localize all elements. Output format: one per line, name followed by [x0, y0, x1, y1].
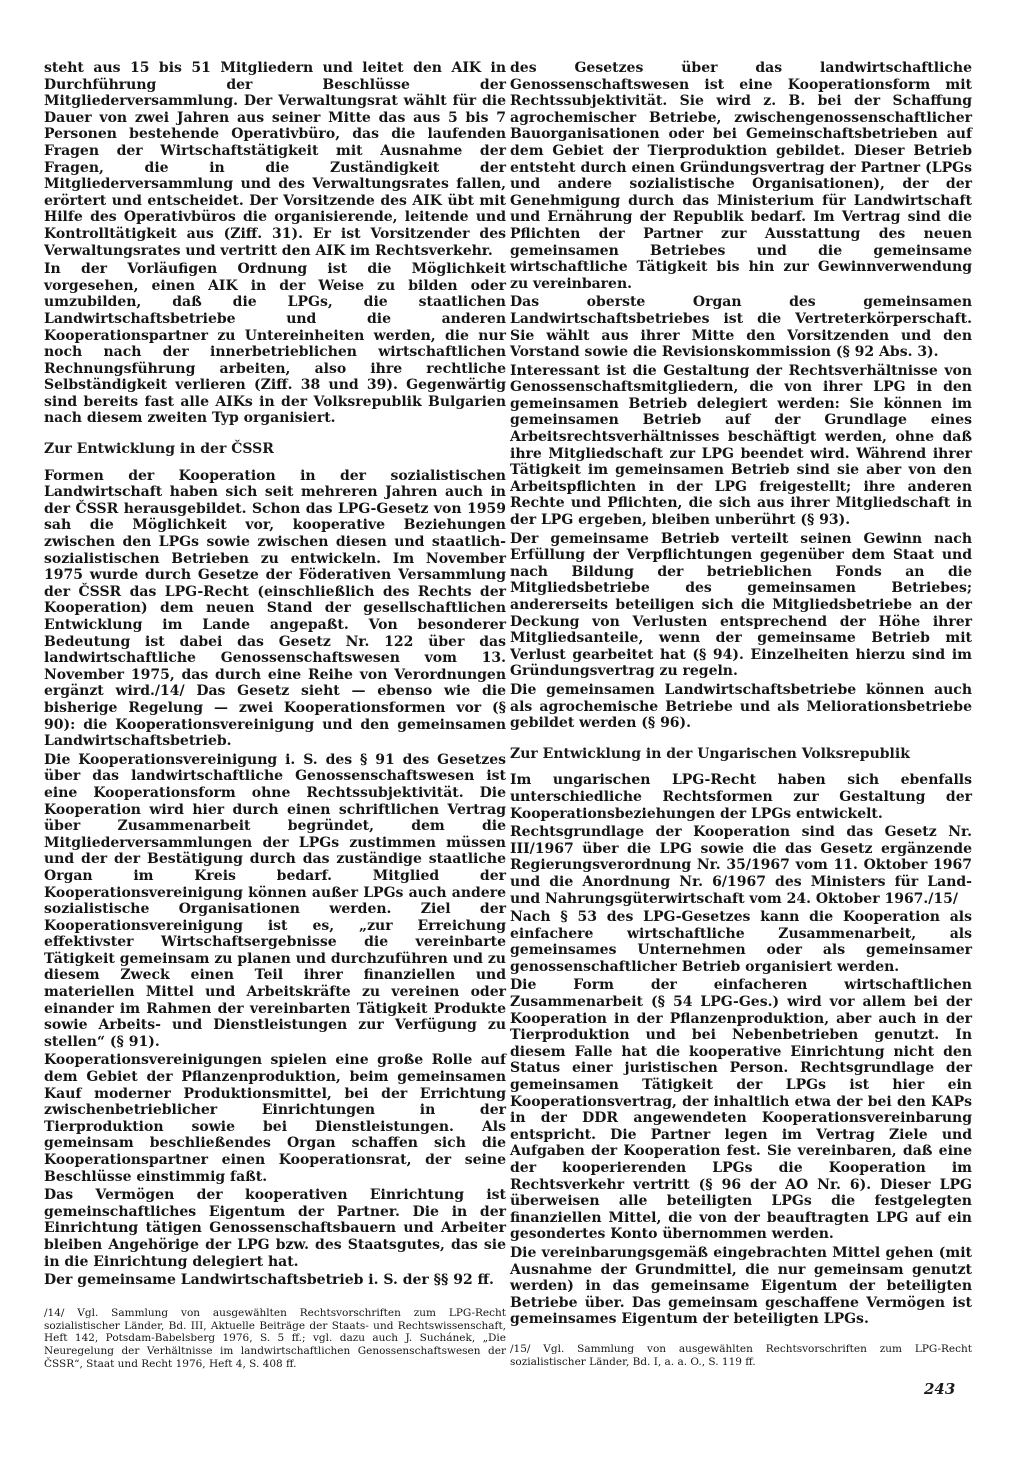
paragraph: Die vereinbarungsgemäß eingebrachten Mittel gehen (mit Ausnahme der Grundmittel, die nur gemeinsam genutzt werden) in das gemeinsame Eigentum der beteiligten Betriebe über. Das gemeinsam geschaffene Vermögen ist gemeinsames Eigentum der beteiligten LPGs. [510, 1244, 972, 1328]
footnote-14: /14/ Vgl. Sammlung von ausgewählten Rechtsvorschriften zum LPG-Recht sozialistischer Länder, Bd. III, Aktuelle Beiträge der Staats- und Rechtswissenschaft, Heft 142, Potsdam-Babelsberg 1976, S. 5 ff.; vgl. dazu auch J. Suchánek, „Die Neuregelung der Verhältnisse im landwirtschaftlichen Genossenschaftswesen der ČSSR“, Staat und Recht 1976, Heft 4, S. 408 ff. [44, 1306, 506, 1370]
paragraph: des Gesetzes über das landwirtschaftliche Genossenschaftswesen ist eine Kooperationsform mit Rechtssubjektivität. Sie wird z. B. bei der Schaffung agrochemischer Betriebe, zwischengenossenschaftlicher Bauorganisationen oder bei Gemeinschaftsbetrieben auf dem Gebiet der Tierproduktion gebildet. Dieser Betrieb entsteht durch einen Gründungsvertrag der Partner (LPGs und andere sozialistische Organisationen), der der Genehmigung durch das Ministerium für Landwirtschaft und Ernährung der Republik bedarf. Im Vertrag sind die Pflichten der Partner zur Ausstattung des neuen gemeinsamen Betriebes und die gemeinsame wirtschaftliche Tätigkeit bis hin zur Gewinnverwendung zu vereinbaren. [510, 60, 972, 292]
paragraph: Das Vermögen der kooperativen Einrichtung ist gemeinschaftliches Eigentum der Partner. Die in der Einrichtung tätigen Genossenschaftsbauern und Arbeiter bleiben Angehörige der LPG bzw. des Staatsgutes, das sie in die Einrichtung delegiert hat. [44, 1187, 506, 1270]
paragraph: Formen der Kooperation in der sozialistischen Landwirtschaft haben sich seit mehreren Jahren auch in der ČSSR herausgebildet. Schon das LPG-Gesetz von 1959 sah die Möglichkeit vor, kooperative Beziehungen zwischen den LPGs sowie zwischen diesen und staatlich-sozialistischen Betrieben zu entwickeln. Im November 1975 wurde durch Gesetze der Föderativen Versammlung der ČSSR das LPG-Recht (einschließlich des Rechts der Kooperation) dem neuen Stand der gesellschaftlichen Entwicklung im Lande angepaßt. Von besonderer Bedeutung ist dabei das Gesetz Nr. 122 über das landwirtschaftliche Genossenschaftswesen vom 13. November 1975, das durch eine Reihe von Verordnungen ergänzt wird./14/ Das Gesetz sieht — ebenso wie die bisherige Regelung — zwei Kooperationsformen vor (§ 90): die Kooperationsvereinigung und den gemeinsamen Landwirtschaftsbetrieb. [44, 467, 506, 750]
paragraph: Der gemeinsame Landwirtschaftsbetrieb i. S. der §§ 92 ff. [44, 1272, 494, 1289]
footnotes-right [510, 1343, 972, 1371]
paragraph: Nach § 53 des LPG-Gesetzes kann die Kooperation als einfachere wirtschaftliche Zusammenarbeit, als gemeinsames Unternehmen oder als gemeinsamer genossenschaftlicher Betrieb organisiert werden. [510, 909, 972, 975]
footnotes [44, 1307, 506, 1371]
paragraph: steht aus 15 bis 51 Mitgliedern und leitet den AIK in Durchführung der Beschlüsse der Mitgliederversammlung. Der Verwaltungsrat wählt für die Dauer von zwei Jahren aus seiner Mitte das aus 5 bis 7 Personen bestehende Operativbüro, das die laufenden Fragen der Wirtschaftstätigkeit mit Ausnahme der Fragen, die in die Zuständigkeit der Mitgliederversammlung und des Verwaltungsrates fallen, erörtert und entscheidet. Der Vorsitzende des AIK übt mit Hilfe des Operativbüros die organisierende, leitende und Kontrolltätigkeit aus (Ziff. 31). Er ist Vorsitzender des Verwaltungsrates und vertritt den AIK im Rechtsverkehr. [44, 60, 506, 259]
page-number: 243 [924, 1380, 956, 1398]
paragraph: Interessant ist die Gestaltung der Rechtsverhältnisse von Genossenschaftsmitgliedern, die von ihrer LPG in den gemeinsamen Betrieb delegiert werden: Sie können im gemeinsamen Betrieb auf der Grundlage eines Arbeitsrechtsverhältnisses beschäftigt werden, ohne daß ihre Mitgliedschaft zur LPG beendet wird. Während ihrer Tätigkeit im gemeinsamen Betrieb sind sie aber von den Arbeitspflichten in der LPG freigestellt; ihre anderen Rechte und Pflichten, die sich aus ihrer Mitgliedschaft in der LPG ergeben, bleiben unberührt (§ 93). [510, 362, 972, 529]
section-heading: Zur Entwicklung in der Ungarischen Volksrepublik [510, 745, 910, 762]
paragraph: Das oberste Organ des gemeinsamen Landwirtschaftsbetriebes ist die Vertreterkörperschaft. Sie wählt aus ihrer Mitte den Vorsitzenden und den Vorstand sowie die Revisionskommission (§ 92 Abs. 3). [510, 294, 972, 361]
section-heading: Zur Entwicklung in der ČSSR [44, 441, 274, 458]
paragraph: Im ungarischen LPG-Recht haben sich ebenfalls unterschiedliche Rechtsformen zur Gestaltung der Kooperationsbeziehungen der LPGs entwickelt. [510, 772, 972, 822]
left-column [44, 60, 506, 1373]
paragraph: Die Form der einfacheren wirtschaftlichen Zusammenarbeit (§ 54 LPG-Ges.) wird vor allem bei der Kooperation in der Pflanzenproduktion, aber auch in der Tierproduktion und bei Nebenbetrieben genutzt. In diesem Falle hat die kooperative Einrichtung nicht den Status einer juristischen Person. Rechtsgrundlage der gemeinsamen Tätigkeit der LPGs ist hier ein Kooperationsvertrag, der inhaltlich etwa der bei den KAPs in der DDR angewendeten Kooperationsvereinbarung entspricht. Die Partner legen im Vertrag Ziele und Aufgaben der Kooperation fest. Sie vereinbaren, daß eine der kooperierenden LPGs die Kooperation im Rechtsverkehr vertritt (§ 96 der AO Nr. 6). Dieser LPG überweisen alle beteiligten LPGs die festgelegten finanziellen Mittel, die von der beauftragten LPG auf ein gesondertes Konto übernommen werden. [510, 977, 972, 1243]
paragraph: In der Vorläufigen Ordnung ist die Möglichkeit vorgesehen, einen AIK in der Weise zu bilden oder umzubilden, daß die LPGs, die staatlichen Landwirtschaftsbetriebe und die anderen Kooperationspartner zu Untereinheiten werden, die nur noch nach der innerbetrieblichen wirtschaftlichen Rechnungsführung arbeiten, also ihre rechtliche Selbständigkeit verlieren (Ziff. 38 und 39). Gegenwärtig sind bereits fast alle AIKs in der Volksrepublik Bulgarien nach diesem zweiten Typ organisiert. [44, 261, 506, 427]
footnote-15: /15/ Vgl. Sammlung von ausgewählten Rechtsvorschriften zum LPG-Recht sozialistischer Länder, Bd. I, a. a. O., S. 119 ff. [510, 1343, 972, 1368]
paragraph: Rechtsgrundlage der Kooperation sind das Gesetz Nr. III/1967 über die LPG sowie die das Gesetz ergänzende Regierungsverordnung Nr. 35/1967 vom 11. Oktober 1967 und die Anordnung Nr. 6/1967 des Ministers für Land- und Nahrungsgüterwirtschaft vom 24. Oktober 1967./15/ [510, 824, 972, 907]
paragraph: Die gemeinsamen Landwirtschaftsbetriebe können auch als agrochemische Betriebe und als Meliorationsbetriebe gebildet werden (§ 96). [510, 681, 972, 732]
right-column [510, 60, 972, 1330]
paragraph: Kooperationsvereinigungen spielen eine große Rolle auf dem Gebiet der Pflanzenproduktion, beim gemeinsamen Kauf moderner Produktionsmittel, bei der Errichtung zwischenbetrieblicher Einrichtungen in der Tierproduktion sowie bei Dienstleistungen. Als gemeinsam beschließendes Organ schaffen sich die Kooperationspartner einen Kooperationsrat, der seine Beschlüsse einstimmig faßt. [44, 1052, 506, 1185]
paragraph: Der gemeinsame Betrieb verteilt seinen Gewinn nach Erfüllung der Verpflichtungen gegenüber dem Staat und nach Bildung der betrieblichen Fonds an die Mitgliedsbetriebe des gemeinsamen Betriebes; andererseits beteiligen sich die Mitgliedsbetriebe an der Deckung von Verlusten entsprechend der Höhe ihrer Mitgliedsanteile, wenn der gemeinsame Betrieb mit Verlust gearbeitet hat (§ 94). Einzelheiten hierzu sind im Gründungsvertrag zu regeln. [510, 530, 972, 680]
paragraph: Die Kooperationsvereinigung i. S. des § 91 des Gesetzes über das landwirtschaftliche Genossenschaftswesen ist eine Kooperationsform ohne Rechtssubjektivität. Die Kooperation wird hier durch einen schriftlichen Vertrag über Zusammenarbeit begründet, dem die Mitgliederversammlungen der LPGs zustimmen müssen und der der Bestätigung durch das zuständige staatliche Organ im Kreis bedarf. Mitglied der Kooperationsvereinigung können außer LPGs auch andere sozialistische Organisationen werden. Ziel der Kooperationsvereinigung ist es, „zur Erreichung effektivster Wirtschaftsergebnisse die vereinbarte Tätigkeit gemeinsam zu planen und durchzuführen und zu diesem Zweck einen Teil ihrer finanziellen und materiellen Mittel und Arbeitskräfte zu vereinen oder einander im Rahmen der vereinbarten Tätigkeit Produkte sowie Arbeits- und Dienstleistungen zur Verfügung zu stellen“ (§ 91). [44, 751, 506, 1050]
